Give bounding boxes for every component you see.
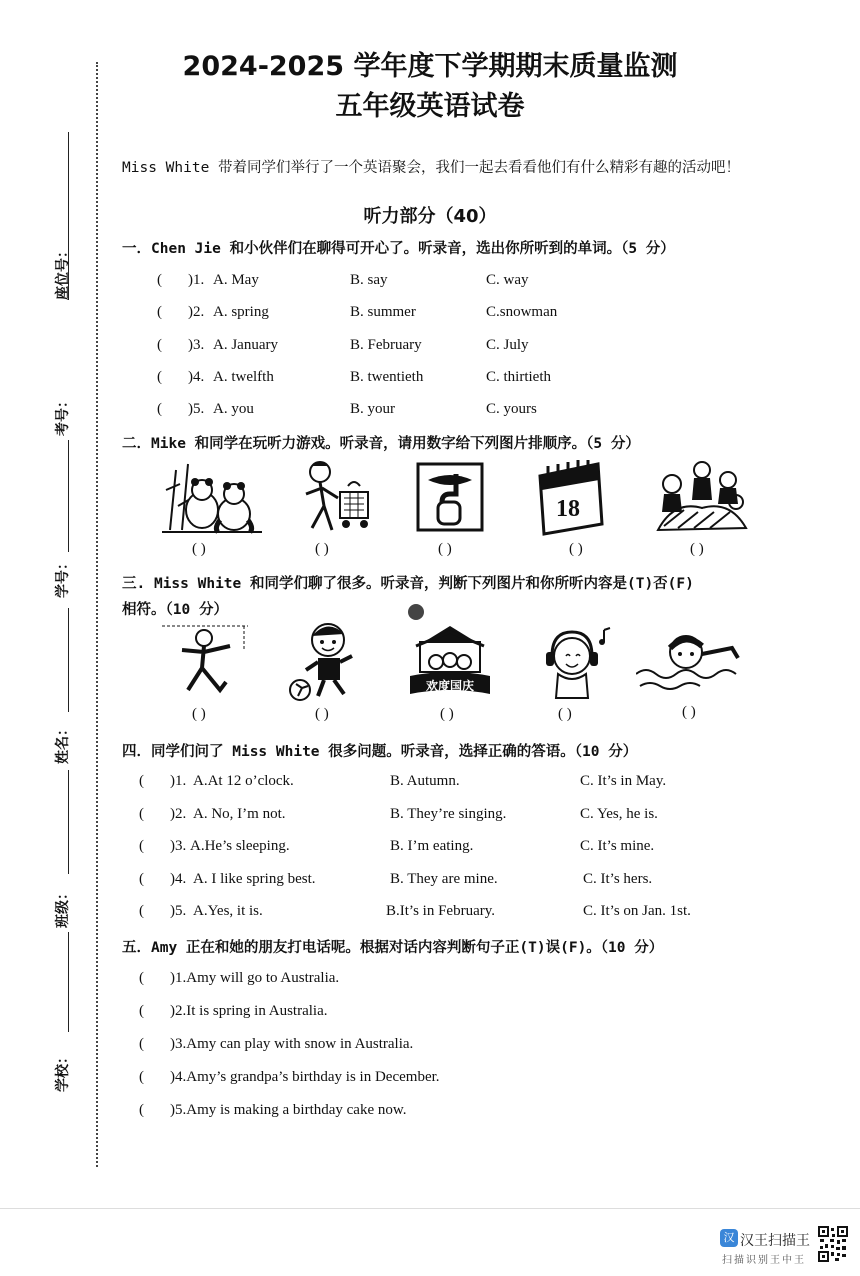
intro-text: Miss White 带着同学们举行了一个英语聚会，我们一起去看看他们有什么精彩有趣的活动吧！ (122, 160, 741, 176)
national-day-banner: 欢度国庆 (425, 679, 475, 693)
family-picnic-picture (654, 460, 748, 536)
section4-item: ( )1. A.At 12 o’clock. B. Autumn. C. It’s in May. (139, 773, 667, 789)
section2-answer-paren: ( ) (569, 541, 583, 557)
section2-heading: 二．Mike 和同学在玩听力游戏。听录音，请用数字给下列图片排顺序。（5 分） (122, 436, 640, 452)
exam-title: 2024-2025 学年度下学期期末质量监测 (182, 51, 678, 82)
calendar-number: 18 (556, 496, 580, 522)
exam-subtitle: 五年级英语试卷 (335, 91, 525, 122)
section3-answer-paren: ( ) (192, 706, 206, 722)
margin-label-class: 班级： (55, 886, 71, 928)
section1-item: ( )5. A. you B. your C. yours (157, 401, 537, 417)
section4-item: ( )4. A. I like spring best. B. They are mine. C. It’s hers. (139, 871, 653, 887)
section1-heading: 一．Chen Jie 和小伙伴们在聊得可开心了。听录音，选出你所听到的单词。（5 分） (122, 241, 675, 257)
section4-item: ( )3. A.He’s sleeping. B. I’m eating. C. It’s mine. (139, 838, 655, 854)
section2-answer-paren: ( ) (192, 541, 206, 557)
margin-label-school: 学校： (55, 1050, 71, 1092)
section4-heading: 四．同学们问了 Miss White 很多问题。听录音，选择正确的答语。（10 分） (122, 744, 638, 760)
section5-item: ( )2.It is spring in Australia. (139, 1003, 328, 1019)
margin-label-name: 姓名： (55, 722, 71, 764)
section2-answer-paren: ( ) (315, 541, 329, 557)
section3-answer-paren: ( ) (558, 706, 572, 722)
swimming-boy-picture (636, 624, 746, 694)
margin-label-exam-number: 考号： (55, 394, 71, 436)
pandas-bamboo-picture (162, 460, 262, 536)
scanner-tagline: 扫描识别王中王 (722, 1255, 806, 1266)
section1-item: ( )1. A. May B. say C. way (157, 272, 529, 288)
quiet-sign-picture (416, 462, 484, 532)
section3-heading-line1: 三. Miss White 和同学们聊了很多。听录音，判断下列图片和你所听内容是(T)否(F) (122, 576, 694, 592)
section3-heading-line2: 相符。（10 分） (122, 602, 228, 618)
calendar-picture (536, 460, 606, 536)
kungfu-boy-picture (160, 620, 252, 700)
footer-divider (0, 1208, 860, 1209)
section5-item: ( )3.Amy can play with snow in Australia. (139, 1036, 414, 1052)
scanner-logo-icon: 汉 (720, 1229, 738, 1247)
exam-number-blank-line (68, 440, 69, 552)
section1-item: ( )2. A. spring B. summer C.snowman (157, 304, 558, 320)
shopping-girl-picture (292, 458, 382, 538)
scanner-brand: 汉王扫描王 (740, 1233, 810, 1249)
margin-label-seat: 座位号： (55, 244, 71, 300)
student-number-blank-line (68, 608, 69, 712)
listening-title: 听力部分（40） (363, 206, 497, 227)
qr-code-icon (818, 1226, 848, 1262)
section1-item: ( )4. A. twelfth B. twentieth C. thirtieth (157, 369, 551, 385)
binding-dotted-line (96, 62, 98, 1167)
national-day-picture (400, 602, 500, 702)
section2-answer-paren: ( ) (438, 541, 452, 557)
section1-item: ( )3. A. January B. February C. July (157, 337, 529, 353)
section5-item: ( )4.Amy’s grandpa’s birthday is in December. (139, 1069, 440, 1085)
margin-label-student-number: 学号： (55, 556, 71, 598)
section2-answer-paren: ( ) (690, 541, 704, 557)
section3-answer-paren: ( ) (682, 704, 696, 720)
football-boy-picture (288, 618, 364, 704)
section5-item: ( )5.Amy is making a birthday cake now. (139, 1102, 407, 1118)
section3-answer-paren: ( ) (440, 706, 454, 722)
section4-item: ( )5. A.Yes, it is. B.It’s in February. C. It’s on Jan. 1st. (139, 903, 691, 919)
music-girl-picture (540, 622, 614, 702)
section4-item: ( )2. A. No, I’m not. B. They’re singing. C. Yes, he is. (139, 806, 658, 822)
section5-item: ( )1.Amy will go to Australia. (139, 970, 340, 986)
section3-answer-paren: ( ) (315, 706, 329, 722)
section5-heading: 五．Amy 正在和她的朋友打电话呢。根据对话内容判断句子正(T)误(F)。（10 分） (122, 940, 664, 956)
